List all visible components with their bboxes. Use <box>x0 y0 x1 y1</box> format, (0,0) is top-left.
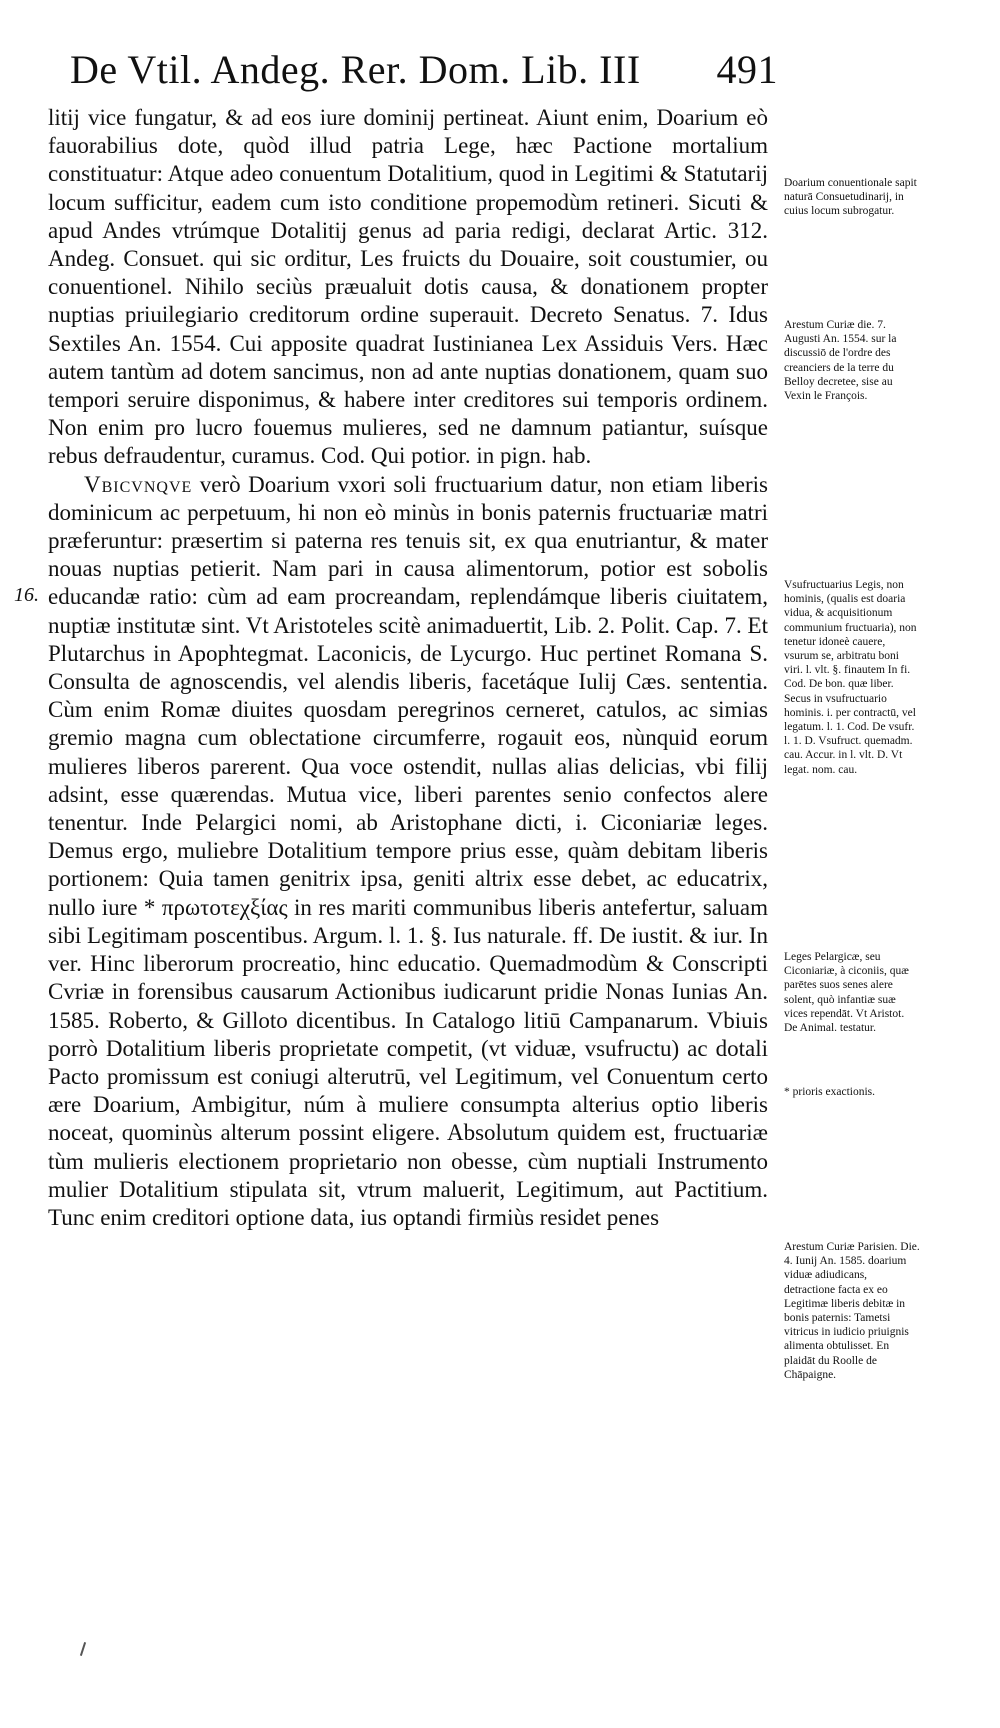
body-paragraph-2-text: verò Doarium vxori soli fructuarium datur, non etiam liberis dominicum ac perpetuum, hi non eò minùs in bonis paternis fructuariæ matri præferuntur: præsertim si paterna res tenuis sit, ex qua enutriantur, & mater nouas nuptias petierit. Nam pari in causa alimentorum, potior est sobolis educandæ ratio: cùm ad eam procreandam, replendámque liberis ciuitatem, nuptiæ institutæ sint. Vt Aristoteles scitè animaduertit, Lib. 2. Polit. Cap. 7. Et Plutarchus in Apophtegmat. Laconicis, de Lycurgo. Huc pertinet Romana S. Consulta de agnoscendis, vel alendis liberis, facetáque Iulij Cæs. sententia. Cùm enim Romæ diuites quosdam peregrinos cerneret, catulos, ac simias gremio magna cum oblectatione circumferre, rogauit eos, nùnquid eorum mulieres liberos parerent. Qua voce ostendit, nullas alias delicias, vbi filij adsint, esse quærendas. Mutua vice, liberi parentes senio confectos alere tenentur. Inde Pelargici nomi, ab Aristophane dicti, i. Ciconiariæ leges. Demus ergo, muliebre Dotalitium tempore prius esse, quàm debitam liberis portionem: Quia tamen genitrix ipsa, geniti altrix esse debet, ac educatrix, nullo iure * πρωτοτεχξίας in res mariti communibus liberis antefertur, saluam sibi Legitimam poscentibus. Argum. l. 1. §. Ius naturale. ff. De iustit. & iur. In ver. Hinc liberorum procreatio, hinc educatio. Quemadmodùm & Conscripti Cvriæ in forensibus causarum Actionibus iudicarunt pridie Nonas Iunias An. 1585. Roberto, & Gilloto dicentibus. In Catalogo litiū Campanarum. Vbiuis porrò Dotalitium liberis proprietate competit, (vt viduæ, vsufructu) ac dotali Pacto promissum est coniugi alterutrū, vel Legitimum, vel Conuentum certo ære Doarium, Ambigitur, núm à muliere consumpta alterius optio liberis noceat, quominùs alterum possint eligere. Absolutum quidem est, fructuariæ tùm mulieris electionem proprietario non obesse, cùm nuptiali Instrumento mulier Dotalitium stipulata sit, vtrum maluerit, Legitimum, aut Pactitium. Tunc enim creditori optione data, ius optandi firmiùs residet penes <box>48 471 769 1230</box>
margin-note-vsufructuarius: Vsufructuarius Legis, non hominis, (qualis est doaria vidua, & acquisitionum communium fructuaria), non tenetur idoneè cauere, vsurum se, arbitratu boni viri. l. vlt. §. finautem In fi. Cod. De bon. quæ liber. Secus in vsufructuario hominis. i. per contractū, vel legatum. l. 1. Cod. De vsufr. l. 1. D. Vsufruct. quemadm. cau. Accur. in l. vlt. D. Vt legat. nom. cau. <box>784 579 917 776</box>
margin-note-doarium: Doarium conuentionale sapit naturā Consuetudinarij, in cuius locum subrogatur. <box>784 177 917 218</box>
margin-note-leges-pelargicae: Leges Pelargicæ, seu Ciconiariæ, à ciconiis, quæ parētes suos senes alere solent, quò infantiæ suæ vices rependāt. Vt Aristot. De Animal. testatur. <box>784 951 909 1035</box>
page-number: 491 <box>716 47 778 92</box>
paragraph-lead-word: Vbicvnqve <box>84 471 193 497</box>
main-text-column <box>48 104 768 1232</box>
body-paragraph-1: litij vice fungatur, & ad eos iure dominij pertineat. Aiunt enim, Doarium eò fauorabilius dote, quòd illud patria Lege, hæc Pactione mortalium constituatur: Atque adeo conuentum Dotalitium, quod in Legitimi & Statutarij locum sufficitur, eadem cum isto conditione propemodùm retineri. Sicuti & apud Andes vtrúmque Dotalitij genus ad paria redigi, declarat Artic. 312. Andeg. Consuet. qui sic orditur, Les fruicts du Douaire, soit coustumier, ou conuentionel. Nihilo seciùs præualuit dotis causa, & donationem propter nuptias priuilegiario creditorum ordine superauit. Decreto Senatus. 7. Idus Sextiles An. 1554. Cui apposite quadrat Iustinianea Lex Assiduis Vers. Hæc autem tantùm ad dotem sancimus, non ad ante nuptias donationem, quam suo tempori seruire disponimus, & habere inter creditores sui temporis ordinem. Non enim pro lucro fouemus mulieres, sed ne damnum patiantur, suísque rebus defraudentur, curamus. Cod. Qui potior. in pign. hab. <box>48 105 768 469</box>
paragraph-number: 16. <box>14 584 39 606</box>
running-head-title: De Vtil. Andeg. Rer. Dom. Lib. III <box>70 47 641 92</box>
ink-mark <box>80 1642 86 1656</box>
margin-note-prioris-exactionis: * prioris exactionis. <box>784 1086 876 1098</box>
margin-note-arestum-1554: Arestum Curiæ die. 7. Augusti An. 1554. sur la discussiō de l'ordre des creanciers de la terre du Belloy decretee, sise au Vexin le François. <box>784 319 897 403</box>
running-head <box>70 40 778 100</box>
margin-note-arestum-1585: Arestum Curiæ Parisien. Die. 4. Iunij An. 1585. doarium viduæ adiudicans, detractione facta ex eo Legitimæ liberis debitæ in bonis paternis: Tametsi vitricus in iudicio priuignis alimenta obtulisset. En plaidāt du Roolle de Chāpaigne. <box>784 1241 920 1381</box>
body-paragraph-2 <box>48 471 768 1232</box>
